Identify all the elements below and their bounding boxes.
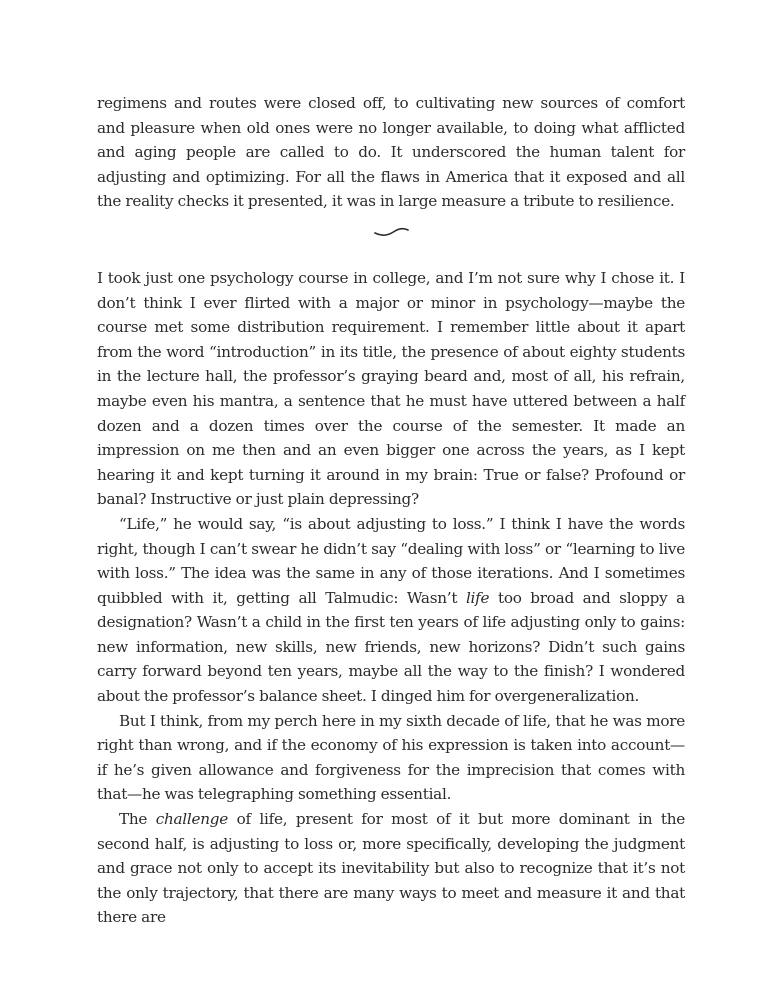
paragraph-life-quote-text-start: “Life,” he would say, “is about adjusting to loss.” I think I have the words right, though I can’t swear he didn’t say “dealing with loss” or “learning to live with loss.” The idea was the same in any of those iterations. And I sometimes quibbled with it, getting all Talmudic: Wasn’t [97, 514, 685, 607]
continued-paragraph: regimens and routes were closed off, to cultivating new sources of comfort and pleasure when old ones were no longer available, to doing what afflicted and aging people are called to do. It underscored the human talent for adjusting and optimizing. For all the flaws in America that it exposed and all the reality checks it presented, it was in large measure a tribute to resilience. [97, 94, 685, 211]
flourish-divider-icon [97, 222, 685, 246]
paragraph-psychology-course: I took just one psychology course in college, and I’m not sure why I chose it. I don’t think I ever flirted with a major or minor in psychology—maybe the course met some distribution requirement. I remember little about it apart from the word “introduction” in its title, the presence of about eighty students in the lecture hall, the professor’s graying beard and, most of all, his refrain, maybe even his mantra, a sentence that he must have uttered between a half dozen and a dozen times over the course of the semester. It made an impression on me then and an even bigger one across the years, as I kept hearing it and kept turning it around in my brain: True or false? Profound or banal? Instructive or just plain depressing? [97, 268, 685, 509]
paragraph-challenge-text-end: of life, present for most of it but more dominant in the second half, is adjusting to loss or, more specifically, developing the judgment and grace not only to accept its inevitability but also to recognize that it’s not the only trajectory, that there are many ways to meet and measure it and that there are [97, 810, 685, 927]
book-page [97, 91, 685, 930]
paragraph-life-quote [97, 512, 685, 709]
paragraph-challenge-italic: challenge [155, 810, 229, 829]
paragraph-challenge [97, 807, 685, 930]
paragraph-life-quote-text-end: too broad and sloppy a designation? Wasn’t a child in the first ten years of life adjusting only to gains: new information, new skills, new friends, new horizons? Didn’t such gains carry forward beyond ten years, maybe all the way to the finish? I wondered about the professor’s balance sheet. I dinged him for overgeneralization. [97, 588, 685, 706]
paragraph-sixth-decade: But I think, from my perch here in my sixth decade of life, that he was more right than wrong, and if the economy of his expression is taken into account—if he’s given allowance and forgiveness for the imprecision that comes with that—he was telegraphing something essential. [97, 711, 685, 804]
paragraph-life-quote-italic: life [465, 588, 490, 607]
paragraph-challenge-text-start: The [119, 810, 156, 829]
